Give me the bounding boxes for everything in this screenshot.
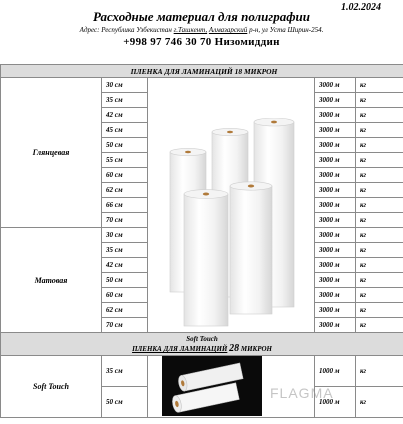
width-cell: 45 см	[102, 123, 148, 138]
section-title-row	[1, 65, 403, 78]
document-title: Расходные материал для полиграфии	[93, 9, 310, 24]
unit-cell: кг	[356, 258, 403, 273]
category-cell: Глянцевая	[1, 78, 102, 228]
section2-title-number: 28	[229, 343, 240, 354]
unit-cell: кг	[356, 303, 403, 318]
category-cell: Матовая	[1, 228, 102, 333]
length-cell: 3000 м	[315, 228, 356, 243]
width-cell: 50 см	[102, 138, 148, 153]
section2-title-text: ПЛЕНКА ДЛЯ ЛАМИНАЦИЙ	[132, 345, 228, 353]
length-cell: 1000 м	[315, 387, 356, 418]
unit-cell: кг	[356, 108, 403, 123]
length-cell: 3000 м	[315, 168, 356, 183]
width-cell: 30 см	[102, 228, 148, 243]
width-cell: 60 см	[102, 288, 148, 303]
unit-cell: кг	[356, 288, 403, 303]
width-cell: 62 см	[102, 183, 148, 198]
length-cell: 3000 м	[315, 318, 356, 333]
length-cell: 3000 м	[315, 93, 356, 108]
address-city: г.Ташкент,	[173, 26, 208, 34]
width-cell: 62 см	[102, 303, 148, 318]
length-cell: 3000 м	[315, 153, 356, 168]
section2-title-top: Soft Touch	[186, 335, 218, 343]
unit-cell: кг	[356, 93, 403, 108]
address-prefix: Адрес: Республика Узбекистан	[79, 26, 174, 34]
price-table	[0, 64, 403, 418]
unit-cell: кг	[356, 228, 403, 243]
section2-title-main	[1, 344, 403, 354]
category-cell: Soft Touch	[1, 356, 102, 418]
length-cell: 3000 м	[315, 138, 356, 153]
unit-cell: кг	[356, 318, 403, 333]
section-title: ПЛЕНКА ДЛЯ ЛАМИНАЦИЙ 18 МИКРОН	[1, 65, 403, 78]
address-district: Алмазарский	[208, 26, 248, 34]
length-cell: 3000 м	[315, 108, 356, 123]
width-cell: 35 см	[102, 356, 148, 387]
image-cell	[148, 78, 315, 333]
length-cell: 3000 м	[315, 303, 356, 318]
width-cell: 60 см	[102, 168, 148, 183]
length-cell: 3000 м	[315, 258, 356, 273]
unit-cell: кг	[356, 138, 403, 153]
width-cell: 55 см	[102, 153, 148, 168]
width-cell: 35 см	[102, 243, 148, 258]
address-rest: р-н, ул Уста Ширин-254.	[247, 26, 324, 34]
section2-title-suffix: МИКРОН	[240, 345, 272, 353]
length-cell: 3000 м	[315, 123, 356, 138]
address-line	[0, 26, 403, 34]
section2-title-row	[1, 333, 403, 356]
unit-cell: кг	[356, 387, 403, 418]
section2-title	[1, 333, 403, 356]
document-header	[0, 0, 403, 58]
length-cell: 3000 м	[315, 198, 356, 213]
phone-line: +998 97 746 30 70 Низомиддин	[123, 36, 280, 48]
width-cell: 70 см	[102, 213, 148, 228]
width-cell: 35 см	[102, 93, 148, 108]
unit-cell: кг	[356, 273, 403, 288]
length-cell: 3000 м	[315, 243, 356, 258]
unit-cell: кг	[356, 153, 403, 168]
width-cell: 42 см	[102, 108, 148, 123]
unit-cell: кг	[356, 243, 403, 258]
width-cell: 50 см	[102, 273, 148, 288]
length-cell: 3000 м	[315, 183, 356, 198]
unit-cell: кг	[356, 78, 403, 93]
length-cell: 1000 м	[315, 356, 356, 387]
watermark: FLAGMA	[270, 385, 334, 401]
length-cell: 3000 м	[315, 273, 356, 288]
length-cell: 3000 м	[315, 78, 356, 93]
length-cell: 3000 м	[315, 288, 356, 303]
document-date: 1.02.2024	[341, 2, 381, 13]
width-cell: 30 см	[102, 78, 148, 93]
unit-cell: кг	[356, 168, 403, 183]
unit-cell: кг	[356, 183, 403, 198]
table-row	[1, 78, 403, 93]
unit-cell: кг	[356, 198, 403, 213]
unit-cell: кг	[356, 123, 403, 138]
width-cell: 42 см	[102, 258, 148, 273]
table-row	[1, 356, 403, 387]
width-cell: 50 см	[102, 387, 148, 418]
length-cell: 3000 м	[315, 213, 356, 228]
unit-cell: кг	[356, 213, 403, 228]
width-cell: 70 см	[102, 318, 148, 333]
unit-cell: кг	[356, 356, 403, 387]
width-cell: 66 см	[102, 198, 148, 213]
